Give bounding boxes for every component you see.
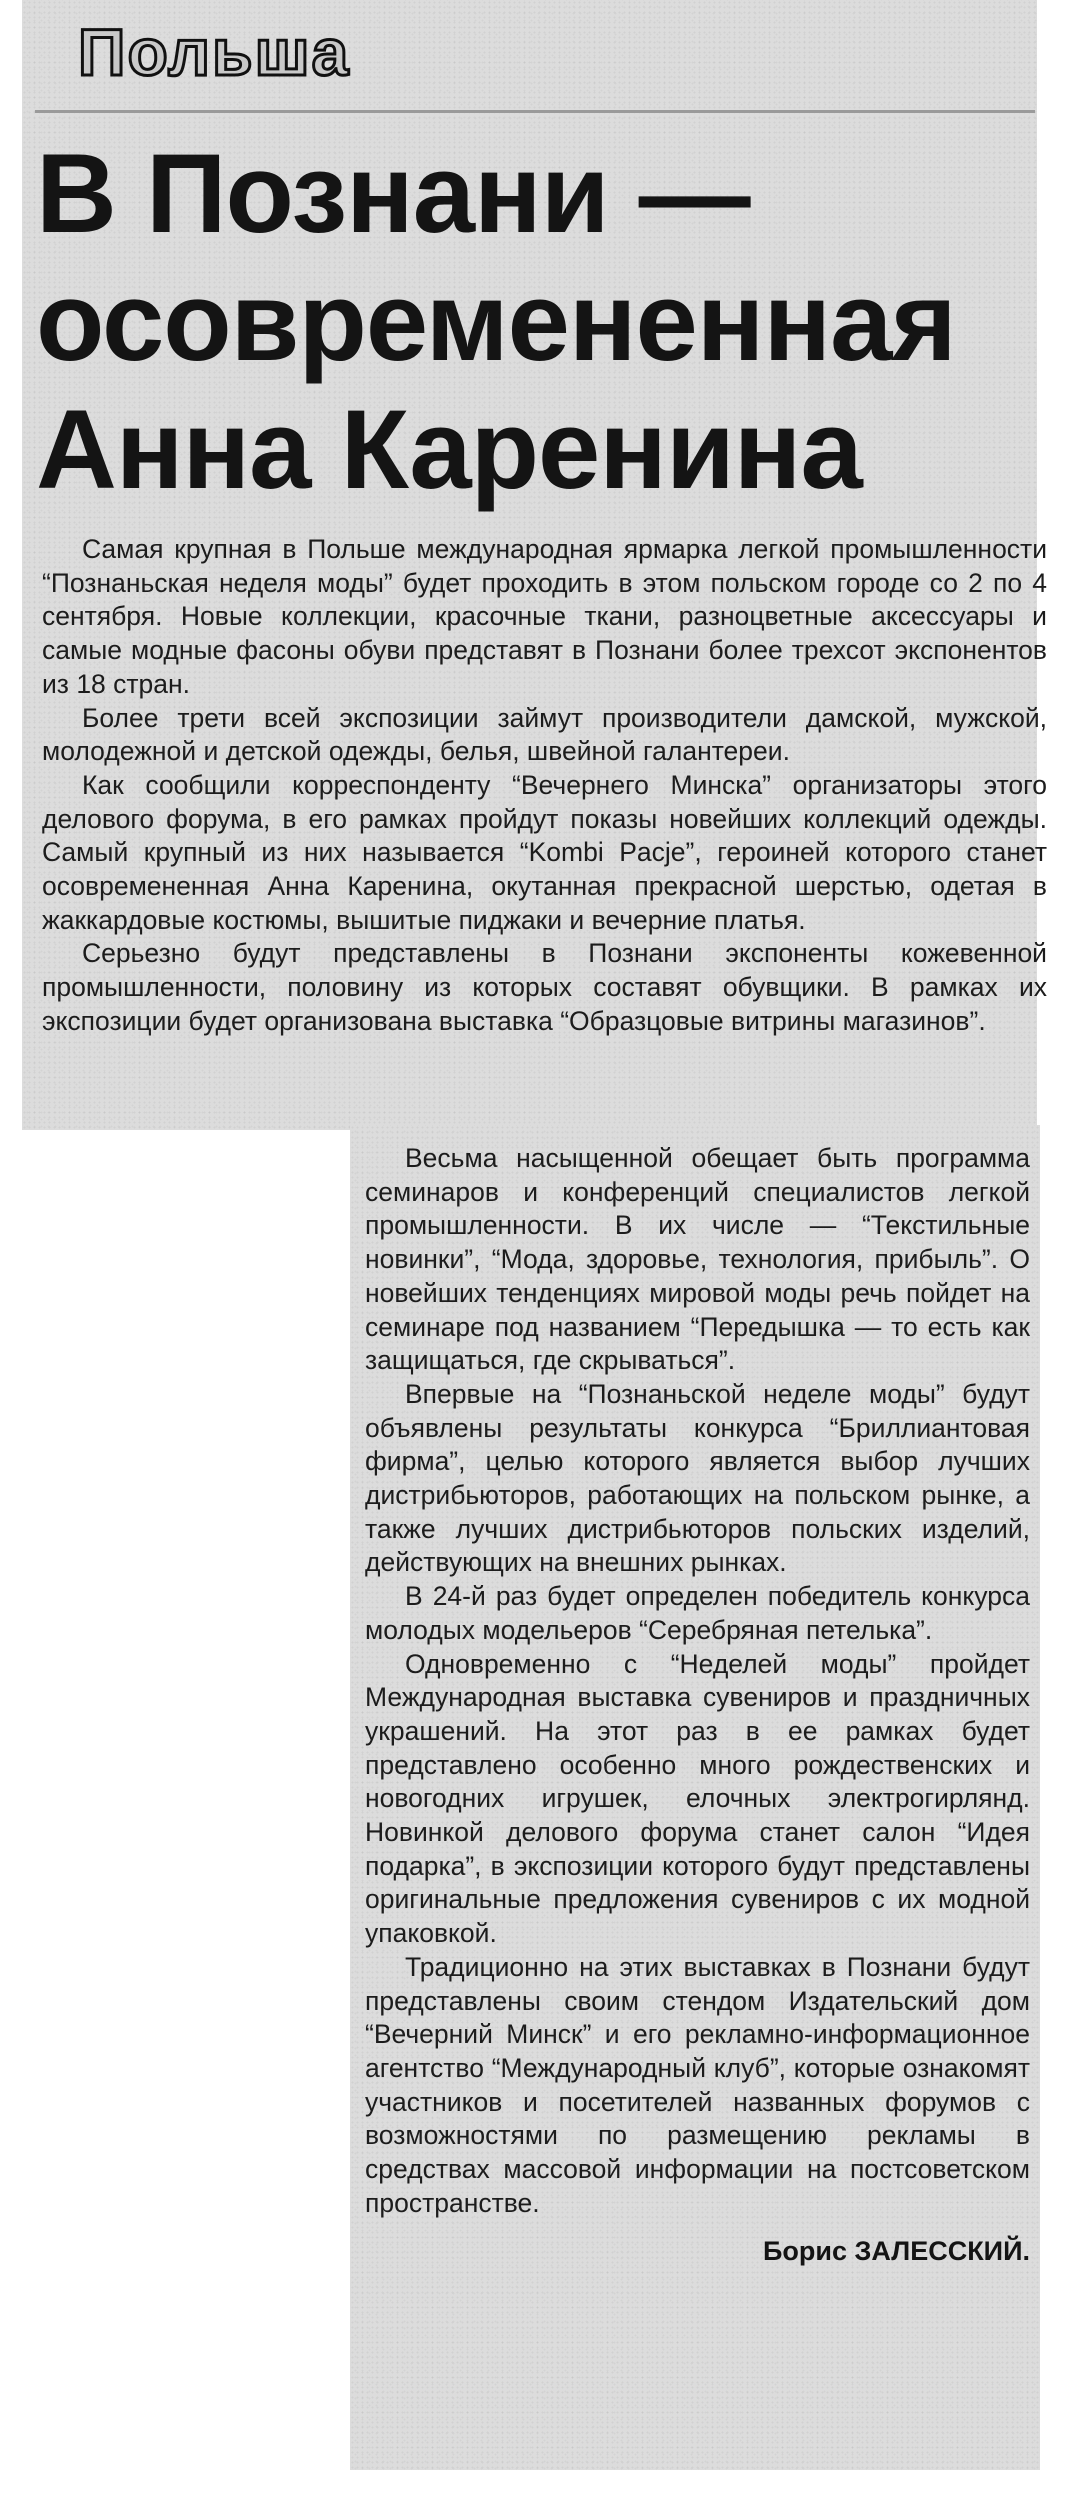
paragraph: Традиционно на этих выставках в Познани будут представлены своим стендом Издательский дом “Вечерний Минск” и его рекламно-информационное агентство “Международный клуб”, которые ознакомят участников и посетителей названных форумов с возможностями по размещению рекламы в средствах массовой информации на постсоветском пространстве. bbox=[365, 1951, 1030, 2218]
paragraph: Серьезно будут представлены в Познани экспоненты кожевенной промышленности, половину из которых составят обувщики. В рамках их экспозиции будет организована выставка “Образцовые витрины магазинов”. bbox=[42, 938, 1047, 1036]
article-body-bottom bbox=[365, 1142, 1030, 2269]
paragraph: Самая крупная в Польше международная ярмарка легкой промышленности “Познаньская неделя моды” будет проходить в этом польском городе со 2 по 4 сентября. Новые коллекции, красочные ткани, разноцветные аксессуары и самые модные фасоны обуви представят в Познани более трехсот экспонентов из 18 стран. bbox=[42, 534, 1047, 699]
paragraph: Весьма насыщенной обещает быть программа семинаров и конференций специалистов легкой промышленности. В их числе — “Текстильные новинки”, “Мода, здоровье, технология, прибыль”. О новейших тенденциях мировой моды речь пойдет на семинаре под названием “Передышка — то есть как защищаться, где скрываться”. bbox=[365, 1143, 1030, 1376]
paragraph: Одновременно с “Неделей моды” пройдет Международная выставка сувениров и праздничных украшений. На этот раз в ее рамках будет представлено особенно много рождественских и новогодних игрушек, елочных электрогирлянд. Новинкой делового форума станет салон “Идея подарка”, в экспозиции которого будут представлены оригинальные предложения сувениров с их модной упаковкой. bbox=[365, 1648, 1030, 1949]
paragraph: Как сообщили корреспонденту “Вечернего Минска” организаторы этого делового форума, в его рамках пройдут показы новейших коллекций одежды. Самый крупный из них называется “Kombi Pacje”, героиней которого станет осовремененная Анна Каренина, окутанная прекрасной шерстью, одетая в жаккардовые костюмы, вышитые пиджаки и вечерние платья. bbox=[42, 769, 1047, 935]
headline-line-1: В Познани — bbox=[36, 131, 750, 256]
author-signature: Борис ЗАЛЕССКИЙ. bbox=[763, 2235, 1030, 2266]
headline-line-2: осовремененная bbox=[36, 259, 956, 384]
headline-line-3: Анна Каренина bbox=[36, 387, 862, 512]
paragraph: Впервые на “Познаньской неделе моды” будут объявлены результаты конкурса “Бриллиантовая фирма”, целью которого является выбор лучших дистрибьюторов, работающих на польском рынке, а также лучших дистрибьюторов польских изделий, действующих на внешних рынках. bbox=[365, 1378, 1030, 1578]
article-body-top bbox=[42, 533, 1047, 1039]
article-headline bbox=[36, 130, 1026, 514]
section-rubric: Польша bbox=[78, 15, 351, 89]
paragraph: В 24-й раз будет определен победитель конкурса молодых модельеров “Серебряная петелька”. bbox=[365, 1581, 1030, 1645]
rubric-divider bbox=[35, 110, 1035, 113]
paragraph: Более трети всей экспозиции займут производители дамской, мужской, молодежной и детской одежды, белья, швейной галантереи. bbox=[42, 702, 1047, 767]
